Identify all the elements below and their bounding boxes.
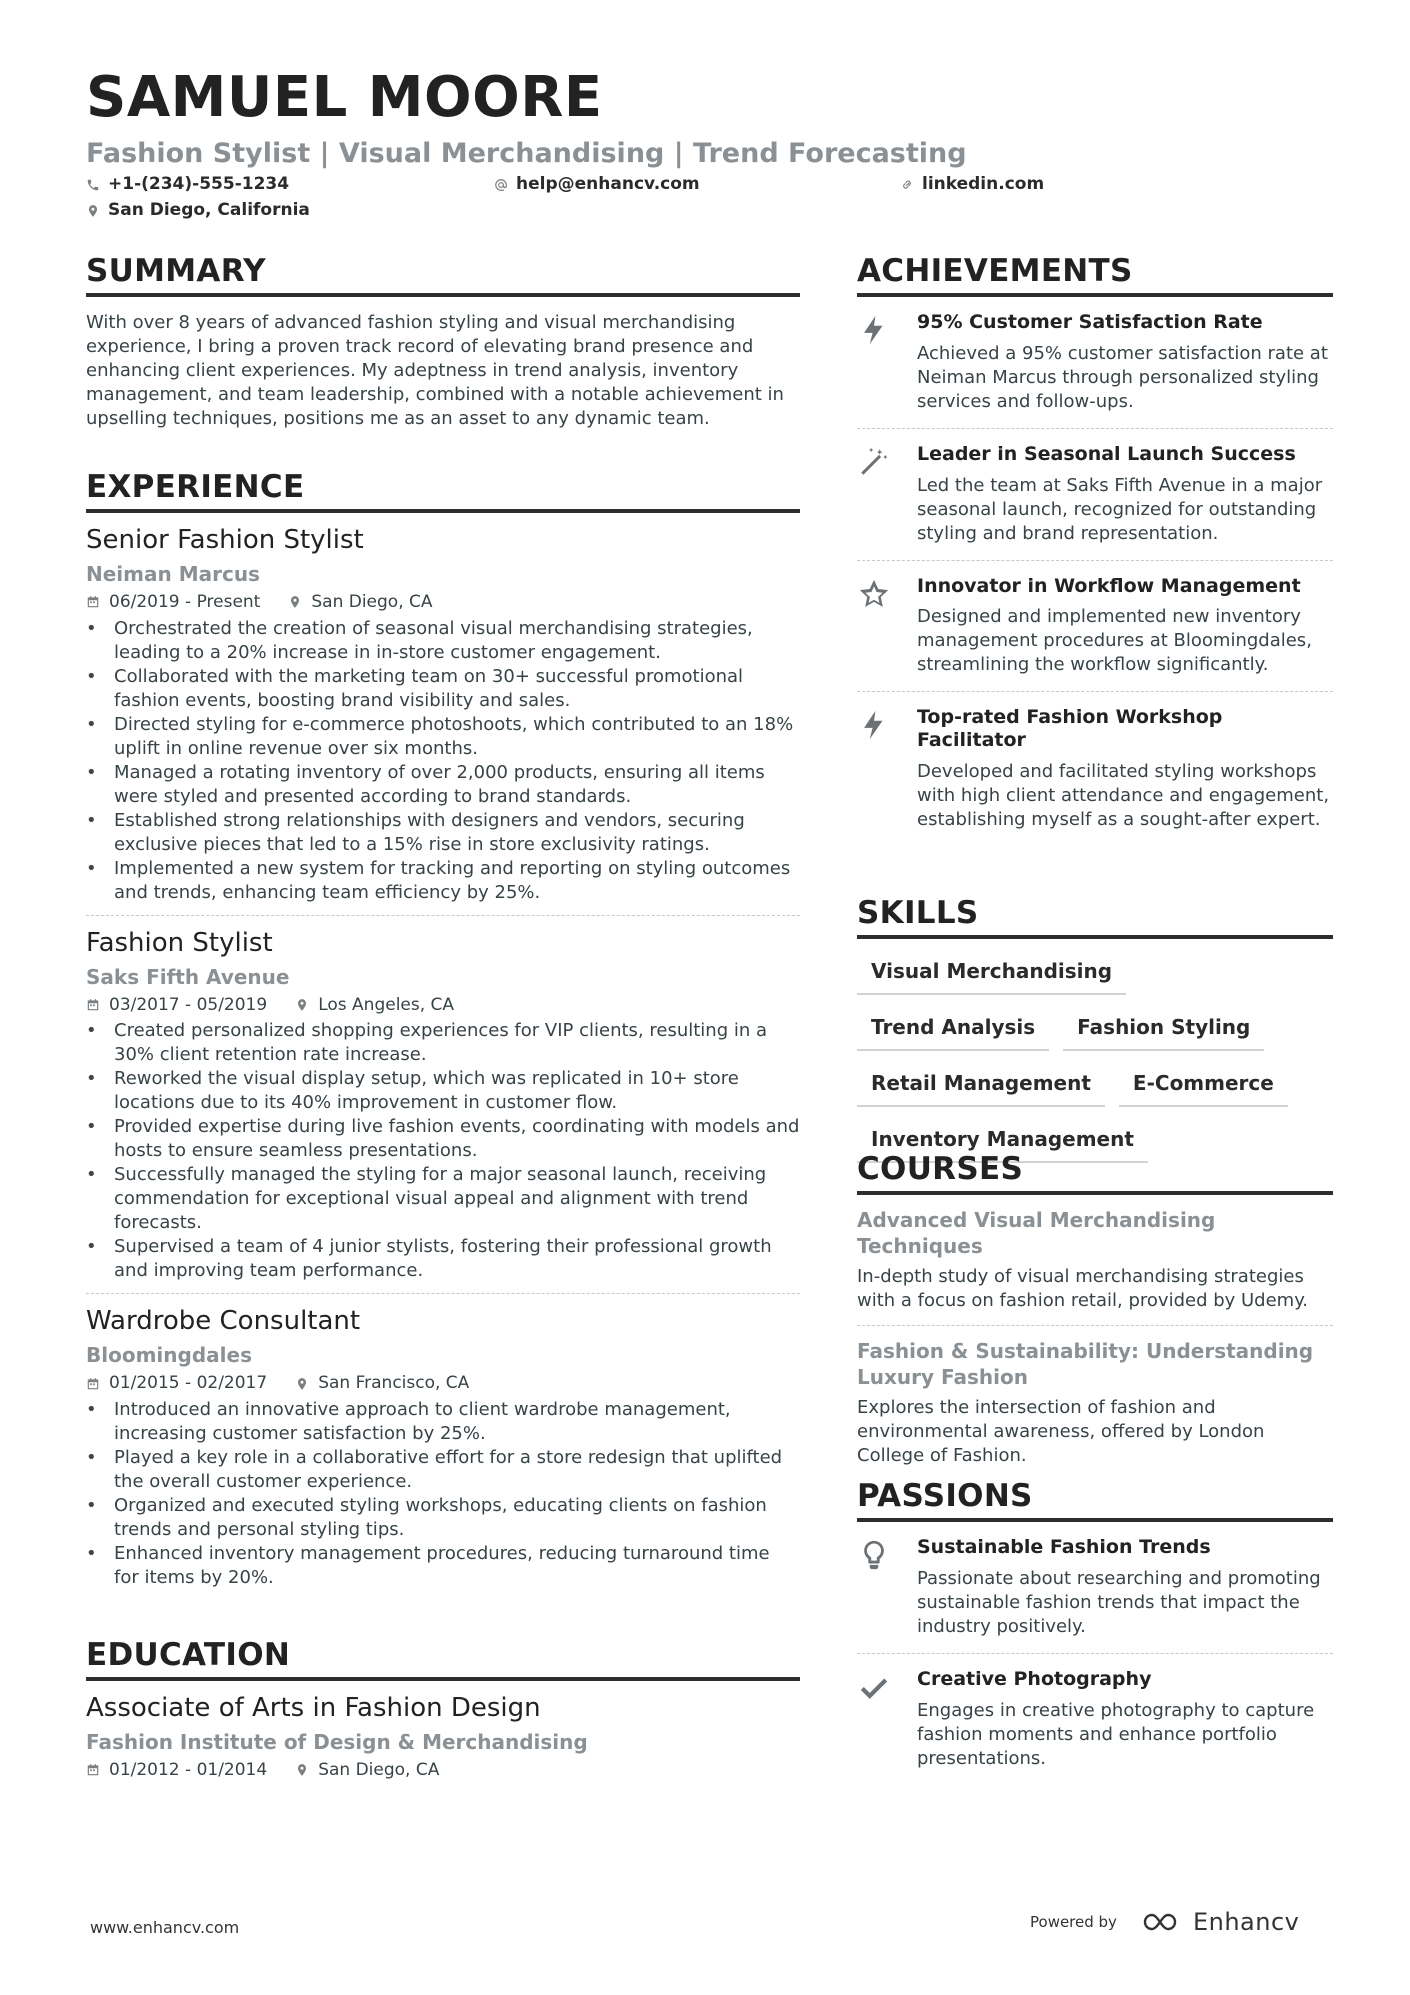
bullet-item: • Supervised a team of 4 junior stylists, fostering their professional growth and improving team performance. (86, 1235, 800, 1283)
job-entry (86, 525, 800, 915)
location-pin-icon (295, 1377, 309, 1391)
experience-section (86, 469, 800, 1600)
job-meta (86, 1373, 800, 1393)
achievement-icon-wrap (857, 311, 917, 414)
bullet-item: • Implemented a new system for tracking and reporting on styling outcomes and trends, enhancing team efficiency by 25%. (86, 857, 800, 905)
job-bullets (86, 617, 800, 905)
achievement-icon-wrap (857, 575, 917, 678)
passion-icon-wrap (857, 1536, 917, 1639)
experience-heading: EXPERIENCE (86, 472, 800, 513)
footer-branding (1030, 1908, 1299, 1936)
achievement-title: Innovator in Workflow Management (917, 574, 1301, 597)
job-title: Fashion Stylist (86, 927, 273, 958)
job-location-text: Los Angeles, CA (318, 994, 455, 1015)
achievement-item (857, 691, 1333, 846)
bullet-item: • Created personalized shopping experiences for VIP clients, resulting in a 30% client retention rate increase. (86, 1019, 800, 1067)
phone-text: +1-(234)-555-1234 (108, 174, 290, 194)
achievement-item (857, 297, 1333, 428)
job-location (295, 995, 454, 1015)
degree-title: Associate of Arts in Fashion Design (86, 1693, 541, 1723)
linkedin-text[interactable]: linkedin.com (922, 174, 1045, 194)
job-title: Senior Fashion Stylist (86, 525, 364, 555)
bullet-item: • Introduced an innovative approach to client wardrobe management, increasing customer satisfaction by 25%. (86, 1398, 800, 1446)
achievement-item (857, 428, 1333, 560)
candidate-title: Fashion Stylist | Visual Merchandising | Trend Forecasting (86, 138, 967, 169)
education-section (86, 1637, 800, 1791)
calendar-icon (86, 1377, 100, 1391)
skill-tag: Retail Management (857, 1065, 1105, 1107)
passion-item (857, 1653, 1333, 1785)
job-list (86, 525, 800, 1600)
job-meta (86, 995, 800, 1015)
course-desc: In-depth study of visual merchandising strategies with a focus on fashion retail, provided by Udemy. (857, 1266, 1309, 1311)
location-pin-icon (288, 595, 302, 609)
passions-section (857, 1478, 1333, 1785)
job-location-text: San Diego, CA (311, 592, 433, 613)
location-text: San Diego, California (108, 200, 310, 220)
location-pin-icon (295, 998, 309, 1012)
at-icon (494, 178, 508, 192)
calendar-icon (86, 1763, 100, 1777)
achievement-item (857, 560, 1333, 692)
course-title: Fashion & Sustainability: Understanding Luxury Fashion (857, 1339, 1314, 1389)
company-name: Saks Fifth Avenue (86, 964, 290, 989)
passion-body (917, 1536, 1333, 1639)
skill-tag: E-Commerce (1119, 1065, 1288, 1107)
achievements-heading: ACHIEVEMENTS (857, 256, 1333, 297)
location-pin-icon (86, 204, 100, 218)
achievement-desc: Designed and implemented new inventory management procedures at Bloomingdales, streamlining the workflow significantly. (917, 606, 1312, 676)
skills-heading: SKILLS (857, 898, 1333, 939)
course-item (857, 1195, 1333, 1325)
job-title: Wardrobe Consultant (86, 1306, 361, 1337)
email-text[interactable]: help@enhancv.com (516, 174, 700, 194)
company-name: Bloomingdales (86, 1343, 252, 1368)
checkmark-icon (857, 1670, 891, 1704)
skill-tag: Inventory Management (857, 1121, 1148, 1163)
achievement-title: 95% Customer Satisfaction Rate (917, 311, 1263, 333)
left-column (86, 253, 800, 431)
passion-list (857, 1522, 1333, 1785)
job-dates: 01/2015 - 02/2017 (109, 1373, 268, 1394)
job-entry (86, 915, 800, 1294)
achievements-section (857, 253, 1333, 846)
education-meta (86, 1760, 800, 1780)
link-icon (900, 178, 914, 192)
job-bullets (86, 1398, 800, 1590)
education-entry (86, 1693, 800, 1791)
passion-desc: Engages in creative photography to capture fashion moments and enhance portfolio presentations. (917, 1699, 1315, 1769)
bullet-item: • Played a key role in a collaborative effort for a store redesign that uplifted the overall customer experience. (86, 1446, 800, 1494)
bolt-icon (857, 313, 891, 347)
school-name: Fashion Institute of Design & Merchandising (86, 1730, 588, 1755)
passion-title: Creative Photography (917, 1667, 1152, 1690)
bullet-item: • Collaborated with the marketing team on 30+ successful promotional fashion events, boosting brand visibility and sales. (86, 665, 800, 713)
bullet-item: • Enhanced inventory management procedures, reducing turnaround time for items by 20%. (86, 1542, 800, 1590)
course-list (857, 1195, 1333, 1480)
summary-text: With over 8 years of advanced fashion styling and visual merchandising experience, I bring a proven track record of elevating brand presence and enhancing client experiences. My adeptness in trend analysis, inventory management, and team leadership, combined with a notable achievement in upselling techniques, positions me as an asset to any dynamic team. (86, 312, 784, 429)
contact-email[interactable] (494, 176, 700, 193)
skill-tag: Visual Merchandising (857, 953, 1126, 995)
achievement-icon-wrap (857, 443, 917, 546)
summary-heading: SUMMARY (86, 256, 800, 297)
company-name: Neiman Marcus (86, 562, 260, 587)
job-entry (86, 1293, 800, 1600)
powered-by-label: Powered by (1030, 1913, 1117, 1931)
achievement-list (857, 297, 1333, 846)
achievement-body (917, 706, 1333, 832)
job-location (288, 592, 432, 612)
bullet-item: • Managed a rotating inventory of over 2,000 products, ensuring all items were styled and presented according to brand standards. (86, 761, 800, 809)
bullet-item: • Provided expertise during live fashion events, coordinating with models and hosts to ensure seamless presentations. (86, 1115, 800, 1163)
achievement-icon-wrap (857, 706, 917, 832)
achievement-desc: Led the team at Saks Fifth Avenue in a major seasonal launch, recognized for outstanding styling and brand representation. (917, 474, 1323, 544)
brand-name: Enhancv (1192, 1908, 1300, 1936)
contact-phone (86, 176, 289, 193)
achievement-body (917, 311, 1333, 414)
courses-section (857, 1151, 1333, 1480)
passion-desc: Passionate about researching and promoting sustainable fashion trends that impact the industry positively. (917, 1567, 1321, 1637)
job-dates: 06/2019 - Present (109, 592, 261, 613)
contact-linkedin[interactable] (900, 176, 1044, 193)
enhancv-logo-icon (1141, 1910, 1185, 1934)
lightbulb-icon (857, 1538, 891, 1572)
bullet-item: • Established strong relationships with designers and vendors, securing exclusive pieces that led to a 15% rise in store exclusivity ratings. (86, 809, 800, 857)
bullet-item: • Organized and executed styling workshops, educating clients on fashion trends and personal styling tips. (86, 1494, 800, 1542)
magic-wand-icon (857, 445, 891, 479)
contact-location (86, 202, 310, 219)
passion-body (917, 1668, 1333, 1771)
achievement-title: Top-rated Fashion Workshop Facilitator (917, 706, 1223, 752)
job-dates: 03/2017 - 05/2019 (109, 994, 268, 1015)
job-meta (86, 592, 800, 612)
passion-item (857, 1522, 1333, 1653)
bullet-item: • Successfully managed the styling for a major seasonal launch, receiving commendation for exceptional visual appeal and alignment with trend forecasts. (86, 1163, 800, 1235)
course-item (857, 1325, 1333, 1480)
bullet-item: • Reworked the visual display setup, which was replicated in 10+ store locations due to its 40% improvement in customer flow. (86, 1067, 800, 1115)
bullet-item: • Orchestrated the creation of seasonal visual merchandising strategies, leading to a 20% increase in in-store customer engagement. (86, 617, 800, 665)
education-dates: 01/2012 - 01/2014 (109, 1760, 268, 1781)
passion-icon-wrap (857, 1668, 917, 1771)
course-desc: Explores the intersection of fashion and environmental awareness, offered by London College of Fashion. (857, 1397, 1265, 1466)
job-location-text: San Francisco, CA (318, 1373, 470, 1394)
footer-website[interactable]: www.enhancv.com (90, 1918, 240, 1937)
location-pin-icon (295, 1763, 309, 1777)
skill-list (857, 953, 1333, 1177)
calendar-icon (86, 595, 100, 609)
course-title: Advanced Visual Merchandising Techniques (857, 1208, 1216, 1258)
skills-section (857, 895, 1333, 1177)
education-location (295, 1760, 439, 1780)
job-bullets (86, 1019, 800, 1283)
achievement-title: Leader in Seasonal Launch Success (917, 442, 1296, 465)
courses-heading: COURSES (857, 1154, 1333, 1195)
bullet-item: • Directed styling for e-commerce photoshoots, which contributed to an 18% uplift in online revenue over six months. (86, 713, 800, 761)
candidate-name: SAMUEL MOORE (86, 65, 603, 130)
achievement-desc: Achieved a 95% customer satisfaction rate at Neiman Marcus through personalized styling services and follow-ups. (917, 342, 1328, 412)
job-location (295, 1373, 469, 1393)
education-location-text: San Diego, CA (318, 1760, 440, 1781)
achievement-body (917, 575, 1333, 678)
achievement-body (917, 443, 1333, 546)
brand-logo[interactable] (1141, 1908, 1299, 1936)
passion-title: Sustainable Fashion Trends (917, 1536, 1211, 1558)
skill-tag: Trend Analysis (857, 1009, 1049, 1051)
skill-tag: Fashion Styling (1063, 1009, 1264, 1051)
star-icon (857, 577, 891, 611)
calendar-icon (86, 998, 100, 1012)
education-heading: EDUCATION (86, 1640, 800, 1681)
bolt-icon (857, 708, 891, 742)
phone-icon (86, 178, 100, 192)
achievement-desc: Developed and facilitated styling workshops with high client attendance and engagement, establishing myself as a sought-after expert. (917, 760, 1330, 830)
passions-heading: PASSIONS (857, 1481, 1333, 1522)
